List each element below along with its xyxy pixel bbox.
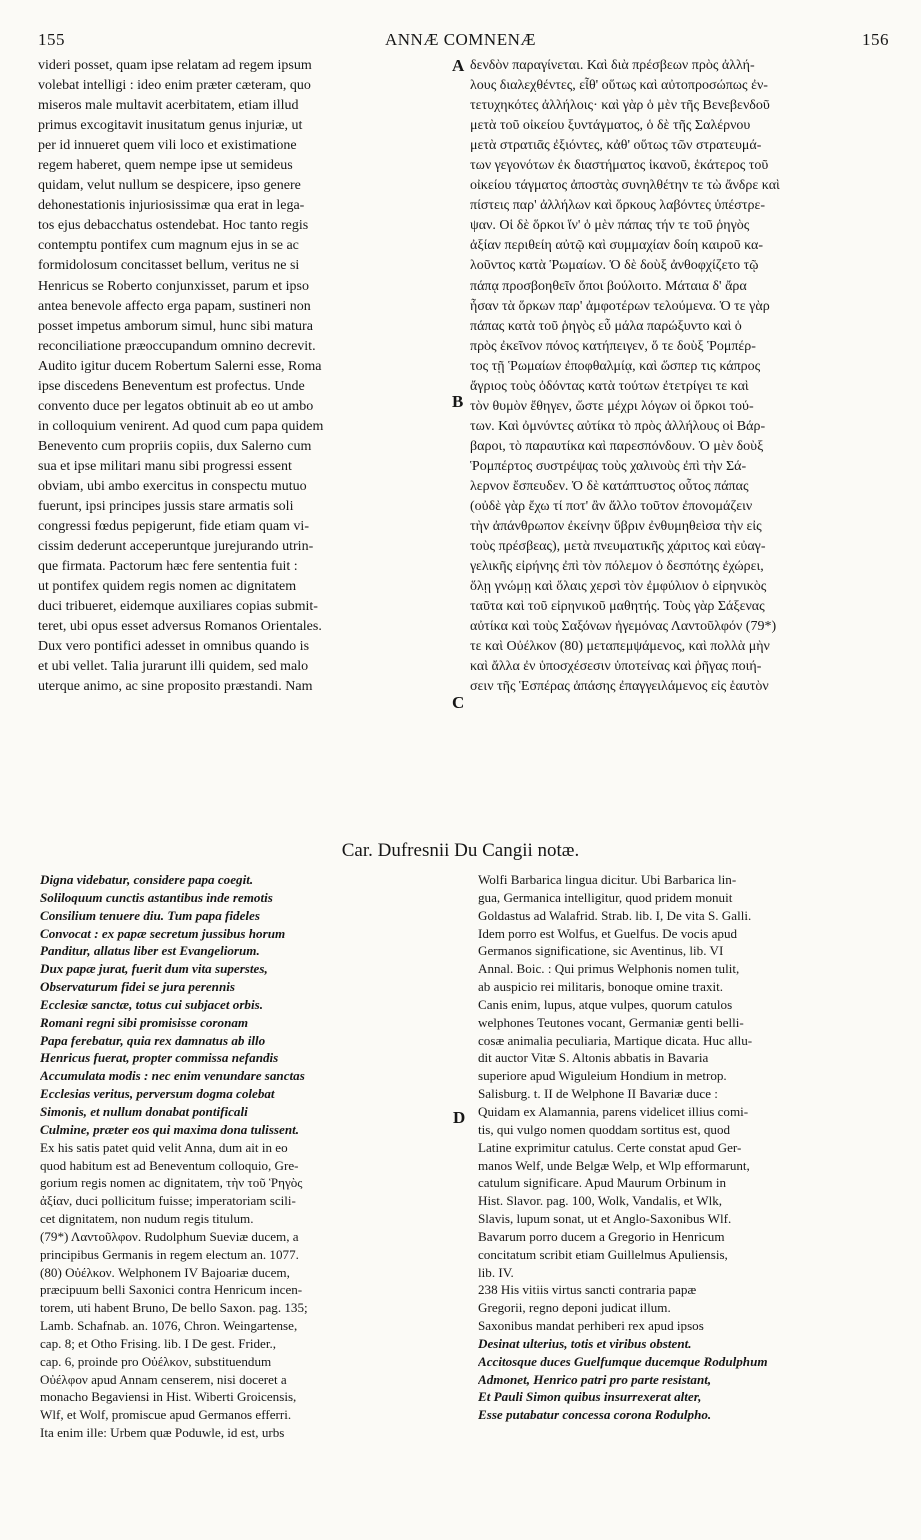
text-line: tos ejus debacchatus ostendebat. Hoc tanto regis: [38, 218, 309, 234]
text-line: quidam, velut nullum se despicere, ipso genere: [38, 178, 301, 194]
text-line: Esse putabatur concessa corona Rodulpho.: [478, 1407, 712, 1423]
text-line: Audito igitur ducem Robertum Salerni esse, Roma: [38, 358, 322, 374]
text-line: reconciliatione præoccupandum omnino decrevit.: [38, 338, 316, 354]
text-line: βαροι, τὸ παραυτίκα καὶ παρεσπόνδουν. Ὁ μὲν δοὺξ: [470, 438, 764, 454]
text-line: cap. 6, proinde pro Οὐέλκον, substituendum: [40, 1353, 272, 1369]
text-line: Culmine, præter eos qui maxima dona tulissent.: [40, 1121, 300, 1137]
text-line: monacho Begaviensi in Hist. Wiberti Groicensis,: [40, 1389, 297, 1405]
text-line: Hist. Slavor. pag. 100, Wolk, Vandalis, et Wlk,: [478, 1193, 723, 1209]
text-line: πίστεις παρ' ἀλλήλων καὶ ὅρκους λαβόντες ὑπέστρε-: [470, 198, 765, 214]
text-line: ἀξίαν περιθείη αὐτῷ καὶ συμμαχίαν δοίη καιροῦ κα-: [470, 238, 764, 254]
text-line: τοὺς πρέσβεας), μετὰ πνευματικῆς χάριτος καὶ εὐαγ-: [470, 539, 766, 555]
text-line: Salisburg. t. II de Welphone II Bavariæ duce :: [478, 1086, 718, 1102]
text-line: Latine exprimitur catulus. Certe constat apud Ger-: [478, 1139, 742, 1155]
text-line: teret, ubi opus esset adversus Romanos Orientales.: [38, 619, 322, 635]
text-line: gorium regis nomen ac dignitatem, τὴν τοῦ Ῥηγὸς: [40, 1175, 303, 1191]
text-line: dit auctor Vitæ S. Altonis abbatis in Bavaria: [478, 1050, 709, 1066]
text-line: ὅλῃ γνώμῃ καὶ ὅλαις χερσὶ τὸν ἐμφύλιον ὁ εἰρηνικὸς: [470, 579, 767, 595]
text-line: ψαν. Οἱ δὲ ὅρκοι ἵν' ὁ μὲν πάπας τήν τε τοῦ ῥηγὸς: [470, 218, 750, 234]
latin-text-column: [38, 56, 444, 698]
text-line: Quidam ex Alamannia, parens videlicet illius comi-: [478, 1103, 749, 1119]
text-line: ταῦτα καὶ τοῦ εἰρηνικοῦ μαθητής. Τοὺς γὰρ Σάξενας: [470, 599, 765, 615]
text-line: μετὰ τοῦ οἰκείου ξυντάγματος, ὁ δὲ τῆς Σαλέρνου: [470, 118, 751, 134]
text-line: Goldastus ad Walafrid. Strab. lib. I, De vita S. Galli.: [478, 907, 752, 923]
running-title: ANNÆ COMNENÆ: [385, 30, 536, 49]
text-line: volebat intelligi : ideo enim præter cæteram, quo: [38, 78, 311, 94]
text-line: superiore apud Wiguleium Hondium in metrop.: [478, 1068, 727, 1084]
text-line: miseros male multavit acerbitatem, etiam illud: [38, 98, 299, 114]
text-line: antea benevole affecto erga papam, sustineri non: [38, 298, 311, 314]
text-line: Wlf, et Wolf, promiscue apud Germanos efferri.: [40, 1407, 292, 1423]
text-line: Convocat : ex papæ secretum jussibus horum: [40, 925, 286, 941]
notes-heading: Car. Dufresnii Du Cangii notæ.: [341, 840, 580, 861]
text-line: regem haberet, quem nempe ipse ut semideus: [38, 158, 293, 174]
text-line: Germanos significatione, sic Aventinus, lib. VI: [478, 943, 724, 959]
section-marker-b: B: [452, 392, 464, 411]
text-line: ut pontifex quidem regis nomen ac dignitatem: [38, 579, 297, 595]
text-line: Accumulata modis : nec enim venundare sanctas: [40, 1068, 305, 1084]
text-line: posset impetus amborum simul, hunc sibi matura: [38, 318, 313, 334]
text-line: que firmata. Pactorum hæc fere sententia fuit :: [38, 559, 298, 575]
text-line: λους διαλεχθέντες, εἶθ' οὕτως καὶ αὐτοπροσώπως ἐν-: [470, 78, 768, 94]
text-line: in colloquium venirent. Ad quod cum papa quidem: [38, 418, 324, 434]
text-line: catulum significare. Apud Maurum Orbinum in: [478, 1175, 727, 1191]
text-line: Dux papæ jurat, fuerit dum vita superstes,: [40, 961, 268, 977]
text-line: των γεγονότων ἐκ διαστήματος ἱκανοῦ, ἑκάτερος τοῦ: [470, 158, 769, 174]
section-marker-a: A: [452, 56, 465, 75]
section-marker-d: D: [453, 1108, 466, 1127]
text-line: Gregorii, regno deponi judicat illum.: [478, 1300, 671, 1316]
text-line: ἦσαν τὰ ὅρκων παρ' ἀμφοτέρων τελούμενα. Ὁ τε γὰρ: [470, 298, 770, 314]
text-line: Henricus se Roberto conjunxisset, parum et ipso: [38, 278, 310, 294]
text-line: τετυχηκότες ἀλλήλοις· καὶ γὰρ ὁ μὲν τῆς Βενεβενδοῦ: [470, 98, 770, 114]
text-line: καὶ ἄλλα ἐν ὑποσχέσεσιν ὑποτείνας καὶ ῥῆγας ποιή-: [470, 659, 762, 675]
text-line: Panditur, allatus liber est Evangeliorum.: [40, 943, 260, 959]
text-line: (οὐδὲ γὰρ ἔχω τί ποτ' ἂν ἄλλο τοῦτον ἐπονομάζειν: [470, 499, 753, 515]
text-line: cet dignitatem, non nudum regis titulum.: [40, 1211, 254, 1227]
text-line: γελικῆς εἰρήνης ἐπὶ τὸν πόλεμον ὁ δεσπότης ἐχώρει,: [470, 559, 764, 575]
text-line: contemptu pontifex cum magnum ejus in se ac: [38, 238, 299, 254]
text-line: Desinat ulterius, totis et viribus obstent.: [478, 1335, 692, 1351]
text-line: Bavarum porro ducem a Gregorio in Henricum: [478, 1228, 725, 1244]
section-marker-c: C: [452, 693, 465, 712]
text-line: τὴν ἀπάνθρωπον ἐκείνην ὕβριν ἐνθυμηθεὶσα τὴν εἰς: [470, 519, 762, 535]
text-line: et ubi vellet. Talia jurarunt illi quidem, sed malo: [38, 659, 309, 675]
text-line: præcipuum belli Saxonici contra Henricum incen-: [40, 1282, 303, 1298]
text-line: Papa ferebatur, quia rex damnatus ab illo: [40, 1032, 266, 1048]
text-line: Dux vero pontifici adesset in omnibus quando is: [38, 639, 310, 655]
text-line: fuerunt, ipsi principes jussis stare armatis soli: [38, 499, 294, 515]
text-line: (80) Οὐέλκον. Welphonem IV Bajoariæ ducem,: [40, 1264, 290, 1280]
text-line: videri posset, quam ipse relatam ad regem ipsum: [38, 58, 312, 73]
text-line: ἄγριος τοὺς ὀδόντας κατὰ τούτων ἐτετρίγει τε καὶ: [470, 378, 749, 394]
text-line: Admonet, Henrico patri pro parte resistant,: [478, 1371, 712, 1387]
notes-right-column: [478, 871, 902, 1424]
text-line: πάπας κατὰ τοῦ ῥηγὸς εὖ μάλα παρώξυντο καὶ ὁ: [470, 318, 742, 334]
text-line: duci tribueret, eidemque auxiliares copias submit-: [38, 599, 318, 615]
text-line: sua et ipse militari manu sibi progressi essent: [38, 458, 292, 474]
text-line: gua, Germanica intelligitur, quod pridem monuit: [478, 889, 733, 905]
text-line: Digna videbatur, considere papa coegit.: [40, 872, 254, 887]
text-line: cap. 8; et Otho Frising. lib. I De gest. Frider.,: [40, 1335, 277, 1351]
page-number-left: 155: [38, 30, 65, 49]
text-line: Accitosque duces Guelfumque ducemque Rodulphum: [478, 1353, 768, 1369]
text-line: Wolfi Barbarica lingua dicitur. Ubi Barbarica lin-: [478, 872, 737, 887]
text-line: per id innueret quem vili loco et existimatione: [38, 138, 297, 154]
text-line: Ecclesiæ sanctæ, totus cui subjacet orbis.: [40, 996, 263, 1012]
text-line: Consilium tenuere diu. Tum papa fideles: [40, 907, 260, 923]
text-line: Soliloquum cunctis astantibus inde remotis: [40, 889, 273, 905]
text-line: torem, uti habent Bruno, De bello Saxon. pag. 135;: [40, 1300, 308, 1316]
text-line: Lamb. Schafnab. an. 1076, Chron. Weingartense,: [40, 1318, 298, 1334]
text-line: τε καὶ Οὐέλκον (80) μεταπεμψάμενος, καὶ πολλὰ μὴν: [470, 639, 770, 655]
text-line: πάπᾳ προσβοηθεῖν ὅποι βούλοιτο. Μάταια δ' ἄρα: [470, 278, 747, 294]
text-line: Ῥομπέρτος συστρέψας τοὺς χαλινοὺς ἐπὶ τὴν Σά-: [470, 458, 747, 474]
text-line: uterque animo, ac sine proposito præstandi. Nam: [38, 679, 313, 695]
text-line: ipse discedens Beneventum est profectus. Unde: [38, 378, 305, 394]
text-line: οἰκείου τάγματος ἀποστὰς συνηλθέτην τε τὼ ἄνδρε καὶ: [470, 178, 780, 194]
text-line: Observaturum fidei se jura perennis: [40, 979, 235, 995]
text-line: πρὸς ἐκεῖνον πόνος κατήπειγεν, ὅ τε δοὺξ Ῥομπέρ-: [470, 338, 756, 354]
text-line: Benevento cum propriis copiis, dux Salerno cum: [38, 438, 312, 454]
text-line: λερνον ἔσπευδεν. Ὁ δὲ κατάπτυστος οὗτος πάπας: [470, 478, 749, 494]
text-line: Slavis, lupum sonat, ut et Anglo-Saxonibus Wlf.: [478, 1211, 732, 1227]
text-line: tis, qui vulgo nomen quoddam sortitus est, quod: [478, 1121, 731, 1137]
page-number-right: 156: [862, 30, 889, 49]
text-line: μετὰ στρατιᾶς ἐξιόντες, κἀθ' οὕτως τῶν στρατευμά-: [470, 138, 762, 154]
greek-text-column: [470, 56, 898, 698]
text-line: Canis enim, lupus, atque vulpes, quorum catulos: [478, 996, 733, 1012]
text-line: principibus Germanis in regem electum an. 1077.: [40, 1246, 299, 1262]
text-line: Et Pauli Simon quibus insurrexerat alter,: [478, 1389, 702, 1405]
text-line: primus excogitavit inusitatum genus injuriæ, ut: [38, 118, 303, 134]
text-line: Ecclesias veritus, perversum dogma colebat: [40, 1086, 275, 1102]
text-line: δενδὸν παραγίνεται. Καὶ διὰ πρέσβεων πρὸς ἀλλή-: [470, 58, 755, 73]
text-line: Οὐέλφον apud Annam censerem, nisi doceret a: [40, 1371, 287, 1387]
text-line: concitatum scribit etiam Guillelmus Apuliensis,: [478, 1246, 728, 1262]
text-line: manos Welf, unde Belgæ Welp, et Wlp efformarunt,: [478, 1157, 750, 1173]
text-line: Saxonibus mandat perhiberi rex apud ipsos: [478, 1318, 704, 1334]
text-line: Annal. Boic. : Qui primus Welphonis nomen tulit,: [478, 961, 740, 977]
text-line: formidolosum concitasset bellum, veritus ne si: [38, 258, 300, 274]
text-line: convento duce per legatos obtinuit ab eo ut ambo: [38, 398, 314, 414]
text-line: ab auspicio rei militaris, bonoque omine traxit.: [478, 979, 724, 995]
text-line: (79*) Λαντοῦλφον. Rudolphum Sueviæ ducem, a: [40, 1228, 299, 1244]
text-line: Henricus fuerat, propter commissa nefandis: [40, 1050, 279, 1066]
text-line: τος τῇ Ῥωμαίων ἐποφθαλμίᾳ, καὶ ὥσπερ τις κάπρος: [470, 358, 761, 374]
text-line: Ex his satis patet quid velit Anna, dum ait in eo: [40, 1139, 288, 1155]
text-line: dehonestationis injuriosissimæ qua erat in lega-: [38, 198, 305, 214]
text-line: cissim dederunt acceperuntque jurejurando utrin-: [38, 539, 314, 555]
text-line: Romani regni sibi promisisse coronam: [40, 1014, 249, 1030]
text-line: cosæ animalia peculiaria, Martique dicata. Huc allu-: [478, 1032, 753, 1048]
text-line: των. Καὶ ὀμνύντες αὐτίκα τὸ πρὸς ἀλλήλους οἱ Βάρ-: [470, 418, 766, 434]
text-line: lib. IV.: [478, 1264, 514, 1280]
text-line: τὸν θυμὸν ἔθηγεν, ὥστε μέχρι λόγων οἱ ὅρκοι τού-: [470, 398, 754, 414]
text-line: obviam, ubi ambo exercitus in conspectu mutuo: [38, 478, 307, 494]
text-line: quod habitum est ad Beneventum colloquio, Gre-: [40, 1157, 299, 1173]
text-line: Ita enim ille: Urbem quæ Poduwle, id est, urbs: [40, 1425, 285, 1441]
text-line: ἀξίαν, duci pollicitum fuisse; imperatoriam scili-: [40, 1193, 296, 1209]
text-line: welphones Teutones vocant, Germaniæ genti belli-: [478, 1014, 744, 1030]
text-line: λοῦντος κατὰ Ῥωμαίων. Ὁ δὲ δοὺξ ἀνθοφχίζετο τῷ: [470, 258, 759, 274]
text-line: Idem porro est Wolfus, et Guelfus. De vocis apud: [478, 925, 738, 941]
text-line: congressi fœdus pepigerunt, fide etiam quam vi-: [38, 519, 309, 535]
text-line: σειν τῆς Ἑσπέρας ἁπάσης ἐπαγγειλάμενος εἰς ἑαυτὸν: [470, 679, 769, 695]
notes-left-column: [40, 871, 450, 1442]
text-line: 238 His vitiis virtus sancti contraria papæ: [478, 1282, 697, 1298]
text-line: Simonis, et nullum donabat pontificali: [40, 1103, 248, 1119]
text-line: αὐτίκα καὶ τοὺς Σαξόνων ἡγεμόνας Λαντοῦλφόν (79*): [470, 619, 777, 635]
